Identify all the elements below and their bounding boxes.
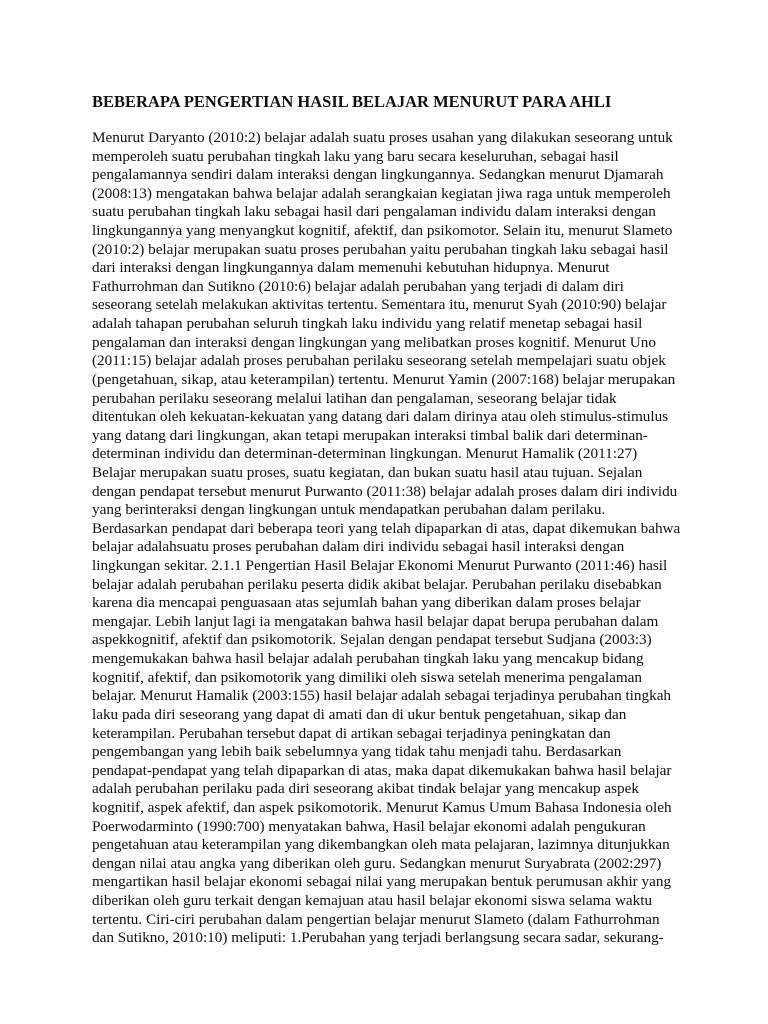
- body-line: (pengetahuan, sikap, atau keterampilan) tertentu. Menurut Yamin (2007:168) belajar merupakan: [92, 370, 676, 388]
- body-line: Menurut Daryanto (2010:2) belajar adalah suatu proses usahan yang dilakukan seseorang untuk: [92, 129, 673, 146]
- body-line: dari interaksi dengan lingkungannya dalam memenuhi kebutuhan hidupnya. Menurut: [92, 259, 610, 277]
- body-line: tertentu. Ciri-ciri perubahan dalam pengertian belajar menurut Slameto (dalam Fathurrohman: [92, 910, 660, 928]
- body-line: pengetahuan atau keterampilan yang dikembangkan oleh mata pelajaran, lazimnya ditunjukkan: [92, 836, 670, 854]
- body-line: aspekkognitif, afektif dan psikomotorik. Sejalan dengan pendapat tersebut Sudjana (2003:3): [92, 631, 652, 649]
- body-line: adalah tahapan perubahan seluruh tingkah laku individu yang relatif menetap sebagai hasil: [92, 315, 643, 333]
- body-line: perubahan perilaku seseorang melalui latihan dan pengalaman, seseorang belajar tidak: [92, 389, 617, 407]
- body-line: pengembangan yang lebih baik sebelumnya yang tidak tahu menjadi tahu. Berdasarkan: [92, 743, 622, 761]
- body-line: suatu perubahan tingkah laku sebagai hasil dari pengalaman individu dalam interaksi dengan: [92, 203, 656, 221]
- body-line: ditentukan oleh kekuatan-kekuatan yang datang dari dalam dirinya atau oleh stimulus-stimulus: [92, 408, 669, 426]
- body-line: Belajar merupakan suatu proses, suatu kegiatan, dan bukan suatu hasil atau tujuan. Sejalan: [92, 463, 643, 481]
- body-line: mengemukakan bahwa hasil belajar adalah perubahan tingkah laku yang mencakup bidang: [92, 650, 644, 668]
- body-line: karena dia mencapai penguasaan atas sejumlah bahan yang diberikan dalam proses belajar: [92, 594, 641, 612]
- body-line: lingkungannya yang menyangkut kognitif, afektif, dan psikomotor. Selain itu, menurut Slameto: [92, 222, 673, 240]
- body-line: laku pada diri seseorang yang dapat di amati dan di ukur bentuk pengetahuan, sikap dan: [92, 705, 627, 723]
- body-line: memperoleh suatu perubahan tingkah laku yang baru secara keseluruhan, sebagai hasil: [92, 147, 619, 165]
- body-line: (2010:2) belajar merupakan suatu proses perubahan yaitu perubahan tingkah laku sebagai hasil: [92, 240, 669, 258]
- body-line: adalah perubahan perilaku pada diri seseorang akibat tindak belajar yang mencakup aspek: [92, 780, 639, 798]
- body-line: kognitif, aspek afektif, dan aspek psikomotorik. Menurut Kamus Umum Bahasa Indonesia oleh: [92, 798, 672, 816]
- body-line: determinan individu dan determinan-determinan lingkungan. Menurut Hamalik (2011:27): [92, 445, 638, 463]
- body-line: lingkungan sekitar. 2.1.1 Pengertian Hasil Belajar Ekonomi Menurut Purwanto (2011:46) hasil: [92, 557, 668, 575]
- body-line: dengan pendapat tersebut menurut Purwanto (2011:38) belajar adalah proses dalam diri individu: [92, 482, 678, 500]
- document-body: [92, 129, 692, 948]
- body-line: keterampilan. Perubahan tersebut dapat di artikan sebagai terjadinya peningkatan dan: [92, 724, 611, 742]
- body-line: kognitif, afektif, dan psikomotorik yang dimiliki oleh siswa setelah menerima pengalaman: [92, 668, 642, 686]
- body-line: dan Sutikno, 2010:10) meliputi: 1.Perubahan yang terjadi berlangsung secara sadar, sekurang-: [92, 929, 664, 947]
- body-line: diberikan oleh guru terkait dengan kemajuan atau hasil belajar ekonomi siswa selama waktu: [92, 891, 653, 909]
- body-line: pengalamannya sendiri dalam interaksi dengan lingkungannya. Sedangkan menurut Djamarah: [92, 166, 664, 184]
- body-line: (2008:13) mengatakan bahwa belajar adalah serangkaian kegiatan jiwa raga untuk memperoleh: [92, 184, 671, 202]
- body-line: yang berinteraksi dengan lingkungan untuk mendapatkan perubahan dalam perilaku.: [92, 501, 606, 519]
- body-line: Fathurrohman dan Sutikno (2010:6) belajar adalah perubahan yang terjadi di dalam diri: [92, 277, 624, 295]
- body-line: belajar adalahsuatu proses perubahan dalam diri individu sebagai hasil interaksi dengan: [92, 538, 625, 556]
- body-line: seseorang setelah melakukan aktivitas tertentu. Sementara itu, menurut Syah (2010:90) belajar: [92, 296, 667, 314]
- body-line: belajar. Menurut Hamalik (2003:155) hasil belajar adalah sebagai terjadinya perubahan tingkah: [92, 687, 672, 705]
- body-line: Poerwodarminto (1990:700) menyatakan bahwa, Hasil belajar ekonomi adalah pengukuran: [92, 817, 646, 835]
- body-line: mengajar. Lebih lanjut lagi ia mengatakan bahwa hasil belajar dapat berupa perubahan dalam: [92, 612, 659, 630]
- body-line: dengan nilai atau angka yang diberikan oleh guru. Sedangkan menurut Suryabrata (2002:297): [92, 854, 662, 872]
- body-line: mengartikan hasil belajar ekonomi sebagai nilai yang merupakan bentuk perumusan akhir yang: [92, 873, 672, 891]
- document-title: BEBERAPA PENGERTIAN HASIL BELAJAR MENURUT PARA AHLI: [92, 92, 612, 111]
- body-line: belajar adalah perubahan perilaku peserta didik akibat belajar. Perubahan perilaku disebabkan: [92, 575, 662, 593]
- body-line: yang datang dari lingkungan, akan tetapi merupakan interaksi timbal balik dari determinan-: [92, 426, 648, 444]
- body-line: pengalaman dan interaksi dengan lingkungan yang melibatkan proses kognitif. Menurut Uno: [92, 333, 656, 351]
- body-line: pendapat-pendapat yang telah dipaparkan di atas, maka dapat dikemukakan bahwa hasil belajar: [92, 761, 672, 779]
- body-line: Berdasarkan pendapat dari beberapa teori yang telah dipaparkan di atas, dapat dikemukan bahwa: [92, 519, 681, 537]
- body-line: (2011:15) belajar adalah proses perubahan perilaku seseorang setelah mempelajari suatu objek: [92, 352, 666, 370]
